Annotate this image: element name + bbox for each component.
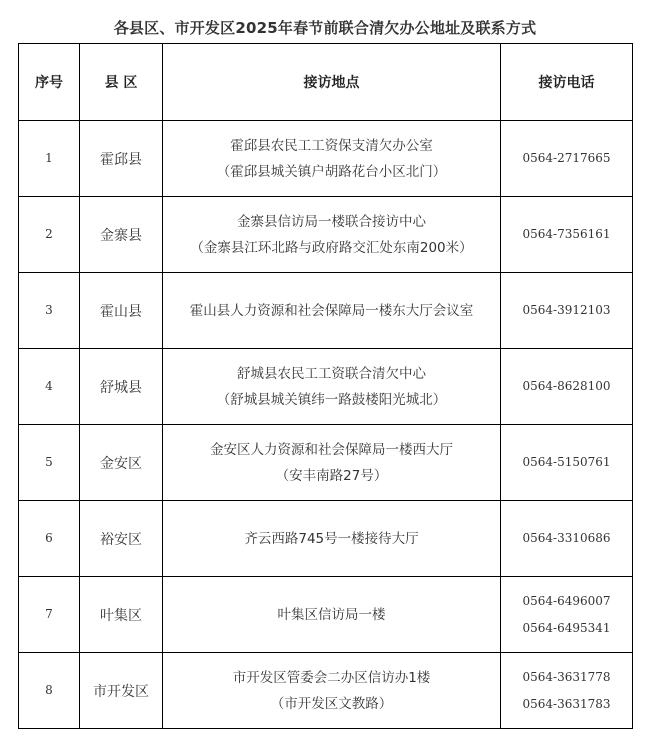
address-line: 齐云西路745号一楼接待大厅	[244, 530, 419, 547]
address-line: 舒城县农民工工资联合清欠中心	[237, 365, 426, 382]
address-line: 市开发区管委会二办区信访办1楼	[232, 669, 431, 686]
table-row	[19, 121, 633, 197]
cell-phone	[501, 197, 633, 273]
header-address: 接访地点	[163, 44, 501, 121]
county-name: 金安区	[100, 455, 142, 472]
address-line: 金寨县信访局一楼联合接访中心	[237, 213, 426, 230]
document-title: 各县区、市开发区2025年春节前联合清欠办公地址及联系方式	[113, 19, 537, 37]
row-number: 2	[45, 227, 53, 241]
row-number: 4	[45, 379, 53, 393]
phone-number: 0564-3631778	[522, 669, 611, 684]
cell-phone	[501, 501, 633, 577]
cell-address	[163, 121, 501, 197]
cell-phone	[501, 577, 633, 653]
row-number: 6	[45, 531, 53, 545]
county-name: 裕安区	[100, 531, 142, 548]
cell-county	[80, 273, 163, 349]
address-line: （舒城县城关镇纬一路鼓楼阳光城北）	[216, 391, 447, 408]
address-line: 金安区人力资源和社会保障局一楼西大厅	[210, 441, 453, 458]
cell-phone	[501, 121, 633, 197]
county-name: 叶集区	[100, 607, 142, 624]
table-row	[19, 653, 633, 729]
header-no: 序号	[19, 44, 80, 121]
header-phone: 接访电话	[501, 44, 633, 121]
table-row	[19, 197, 633, 273]
address-line: 霍山县人力资源和社会保障局一楼东大厅会议室	[189, 302, 474, 319]
cell-phone	[501, 273, 633, 349]
table-row	[19, 501, 633, 577]
table-row	[19, 577, 633, 653]
cell-no	[19, 653, 80, 729]
address-line: （霍邱县城关镇户胡路花台小区北门）	[216, 163, 447, 180]
cell-no	[19, 501, 80, 577]
phone-number: 0564-5150761	[522, 455, 611, 469]
header-county: 县 区	[80, 44, 163, 121]
phone-number: 0564-7356161	[522, 227, 611, 241]
county-name: 霍邱县	[100, 151, 142, 168]
address-line: （安丰南路27号）	[275, 467, 388, 484]
phone-number: 0564-6496007	[522, 593, 611, 608]
cell-address	[163, 273, 501, 349]
cell-no	[19, 273, 80, 349]
table-row	[19, 425, 633, 501]
cell-county	[80, 501, 163, 577]
address-line: 霍邱县农民工工资保支清欠办公室	[230, 137, 433, 154]
row-number: 1	[45, 151, 53, 165]
phone-number: 0564-6495341	[522, 620, 611, 635]
cell-no	[19, 577, 80, 653]
county-name: 霍山县	[100, 303, 142, 320]
county-name: 舒城县	[100, 379, 142, 396]
table-row	[19, 349, 633, 425]
contact-table	[18, 43, 633, 729]
cell-phone	[501, 425, 633, 501]
cell-address	[163, 349, 501, 425]
phone-number: 0564-3912103	[522, 303, 611, 317]
cell-county	[80, 197, 163, 273]
cell-phone	[501, 653, 633, 729]
cell-county	[80, 577, 163, 653]
row-number: 8	[45, 683, 53, 697]
cell-address	[163, 653, 501, 729]
address-line: （市开发区文教路）	[270, 695, 393, 712]
row-number: 5	[45, 455, 53, 469]
cell-county	[80, 425, 163, 501]
phone-number: 0564-3310686	[522, 531, 611, 545]
phone-number: 0564-2717665	[522, 151, 611, 165]
county-name: 市开发区	[93, 683, 149, 700]
cell-address	[163, 197, 501, 273]
phone-number: 0564-3631783	[522, 696, 611, 711]
cell-address	[163, 501, 501, 577]
row-number: 7	[45, 607, 53, 621]
phone-number: 0564-8628100	[522, 379, 611, 393]
cell-address	[163, 577, 501, 653]
cell-county	[80, 653, 163, 729]
county-name: 金寨县	[100, 227, 142, 244]
cell-no	[19, 197, 80, 273]
cell-county	[80, 349, 163, 425]
address-line: 叶集区信访局一楼	[277, 606, 386, 623]
row-number: 3	[45, 303, 53, 317]
table-row	[19, 273, 633, 349]
cell-county	[80, 121, 163, 197]
cell-address	[163, 425, 501, 501]
cell-no	[19, 121, 80, 197]
cell-phone	[501, 349, 633, 425]
cell-no	[19, 349, 80, 425]
cell-no	[19, 425, 80, 501]
table-header-row	[19, 44, 633, 121]
address-line: （金寨县江环北路与政府路交汇处东南200米）	[190, 239, 473, 256]
